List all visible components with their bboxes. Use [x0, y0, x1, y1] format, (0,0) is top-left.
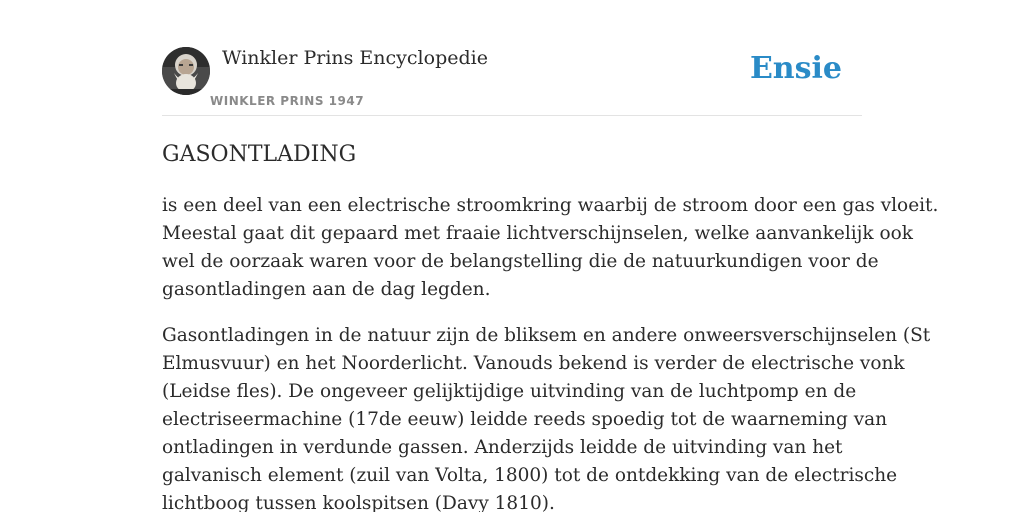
- ensie-logo[interactable]: Ensie: [749, 51, 842, 86]
- text-line: Gasontladingen in de natuur zijn de bliksem en andere onweersverschijnselen (St: [162, 325, 931, 346]
- text-line: ontladingen in verdunde gassen. Anderzijds leidde de uitvinding van het: [162, 437, 843, 458]
- text-line: electriseermachine (17de eeuw) leidde reeds spoedig tot de waarneming van: [162, 409, 888, 430]
- text-line: galvanisch element (zuil van Volta, 1800) tot de ontdekking van de electrische: [162, 465, 898, 486]
- source-header: [162, 40, 862, 116]
- text-line: lichtboog tussen koolspitsen (Davy 1810).: [162, 493, 555, 512]
- bearded-man-portrait-icon: [162, 47, 210, 95]
- text-line: Elmusvuur) en het Noorderlicht. Vanouds bekend is verder de electrische vonk: [162, 353, 905, 374]
- author-avatar[interactable]: [162, 47, 210, 95]
- text-line: (Leidse fles). De ongeveer gelijktijdige uitvinding van de luchtpomp en de: [162, 381, 857, 402]
- paragraph-2: [162, 322, 931, 512]
- paragraph-1: [162, 192, 939, 304]
- source-title[interactable]: Winkler Prins Encyclopedie: [222, 47, 488, 69]
- source-subtitle[interactable]: WINKLER PRINS 1947: [210, 94, 365, 108]
- text-line: gasontladingen aan de dag legden.: [162, 279, 491, 300]
- article-title: GASONTLADING: [162, 142, 357, 167]
- text-line: wel de oorzaak waren voor de belangstelling die de natuurkundigen voor de: [162, 251, 879, 272]
- article-body: [162, 192, 939, 512]
- text-line: is een deel van een electrische stroomkring waarbij de stroom door een gas vloeit.: [162, 195, 939, 216]
- text-line: Meestal gaat dit gepaard met fraaie lichtverschijnselen, welke aanvankelijk ook: [162, 223, 913, 244]
